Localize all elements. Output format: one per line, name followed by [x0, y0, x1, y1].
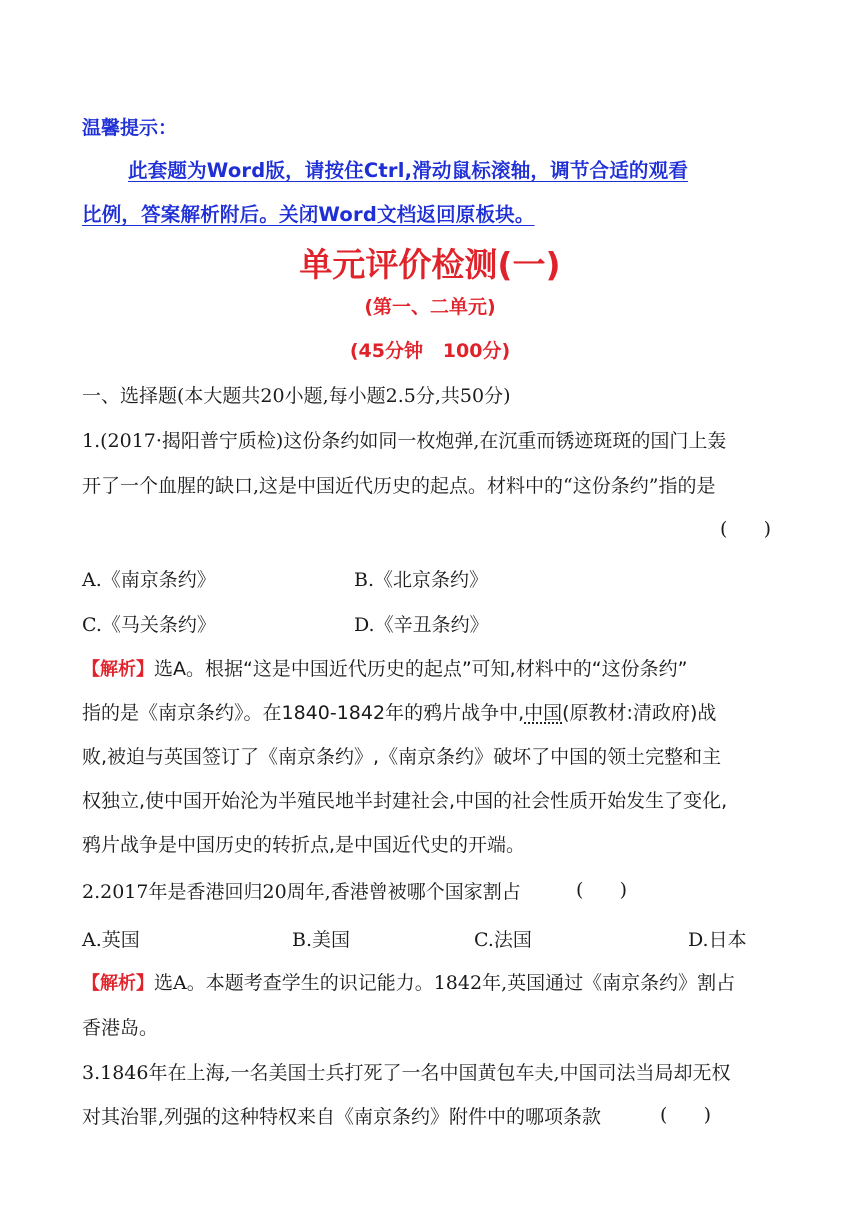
q1-option-c: C.《马关条约》 [82, 614, 216, 636]
q2-analysis-line-1 [82, 970, 735, 997]
q3-stem-line-1: 3.1846年在上海,一名美国士兵打死了一名中国黄包车夫,中国司法当局却无权 [82, 1062, 731, 1084]
q1-analysis-text-2: 指的是《南京条约》。在1840-1842年的鸦片战争中, [82, 702, 525, 724]
q1-option-d: D.《辛丑条约》 [354, 614, 489, 636]
tip-line-1: 此套题为Word版，请按住Ctrl,滑动鼠标滚轴，调节合适的观看 [128, 159, 689, 182]
q2-stem-line-1: 2.2017年是香港回归20周年,香港曾被哪个国家割占 [82, 881, 521, 903]
q1-answer-paren: ( ) [720, 518, 772, 540]
q1-analysis-line-4: 权独立,使中国开始沦为半殖民地半封建社会,中国的社会性质开始发生了变化, [82, 790, 728, 812]
q2-option-d: D.日本 [688, 929, 747, 951]
q2-answer-paren: ( ) [576, 879, 628, 901]
q2-analysis-line-2: 香港岛。 [82, 1017, 159, 1039]
analysis-tag: 【解析】 [82, 659, 154, 680]
q1-option-b: B.《北京条约》 [354, 569, 489, 591]
q1-stem-line-2: 开了一个血腥的缺口,这是中国近代历史的起点。材料中的“这份条约”指的是 [82, 475, 716, 497]
analysis-tag: 【解析】 [82, 973, 154, 994]
tip-line-2: 比例，答案解析附后。关闭Word文档返回原板块。 [82, 203, 535, 226]
q3-answer-paren: ( ) [660, 1104, 712, 1126]
q2-analysis-text-1: 选A。本题考查学生的识记能力。1842年,英国通过《南京条约》割占 [154, 972, 736, 994]
q1-analysis-text-1: 选A。根据“这是中国近代历史的起点”可知,材料中的“这份条约” [154, 658, 688, 680]
page-title: 单元评价检测(一) [299, 245, 561, 284]
q1-analysis-line-1 [82, 656, 687, 683]
q1-analysis-line-5: 鸦片战争是中国历史的转折点,是中国近代史的开端。 [82, 834, 526, 856]
q2-option-a: A.英国 [82, 929, 140, 951]
page-subtitle: (第一、二单元) [364, 296, 496, 318]
q1-analysis-line-2 [82, 700, 716, 726]
q3-stem-line-2: 对其治罪,列强的这种特权来自《南京条约》附件中的哪项条款 [82, 1106, 602, 1128]
time-score: (45分钟 100分) [349, 340, 511, 362]
q2-option-b: B.美国 [292, 929, 351, 951]
q1-analysis-text-2b: (原教材:清政府)战 [562, 702, 717, 724]
q1-analysis-underlined: 中国 [524, 702, 563, 724]
q1-analysis-line-3: 败,被迫与英国签订了《南京条约》,《南京条约》破坏了中国的领土完整和主 [82, 746, 722, 768]
q1-option-a: A.《南京条约》 [82, 569, 216, 591]
q2-option-c: C.法国 [474, 929, 532, 951]
section-heading: 一、选择题(本大题共20小题,每小题2.5分,共50分) [82, 385, 511, 407]
tip-label: 温馨提示： [82, 117, 178, 139]
q1-stem-line-1: 1.(2017·揭阳普宁质检)这份条约如同一枚炮弹,在沉重而锈迹斑斑的国门上轰 [82, 430, 727, 452]
